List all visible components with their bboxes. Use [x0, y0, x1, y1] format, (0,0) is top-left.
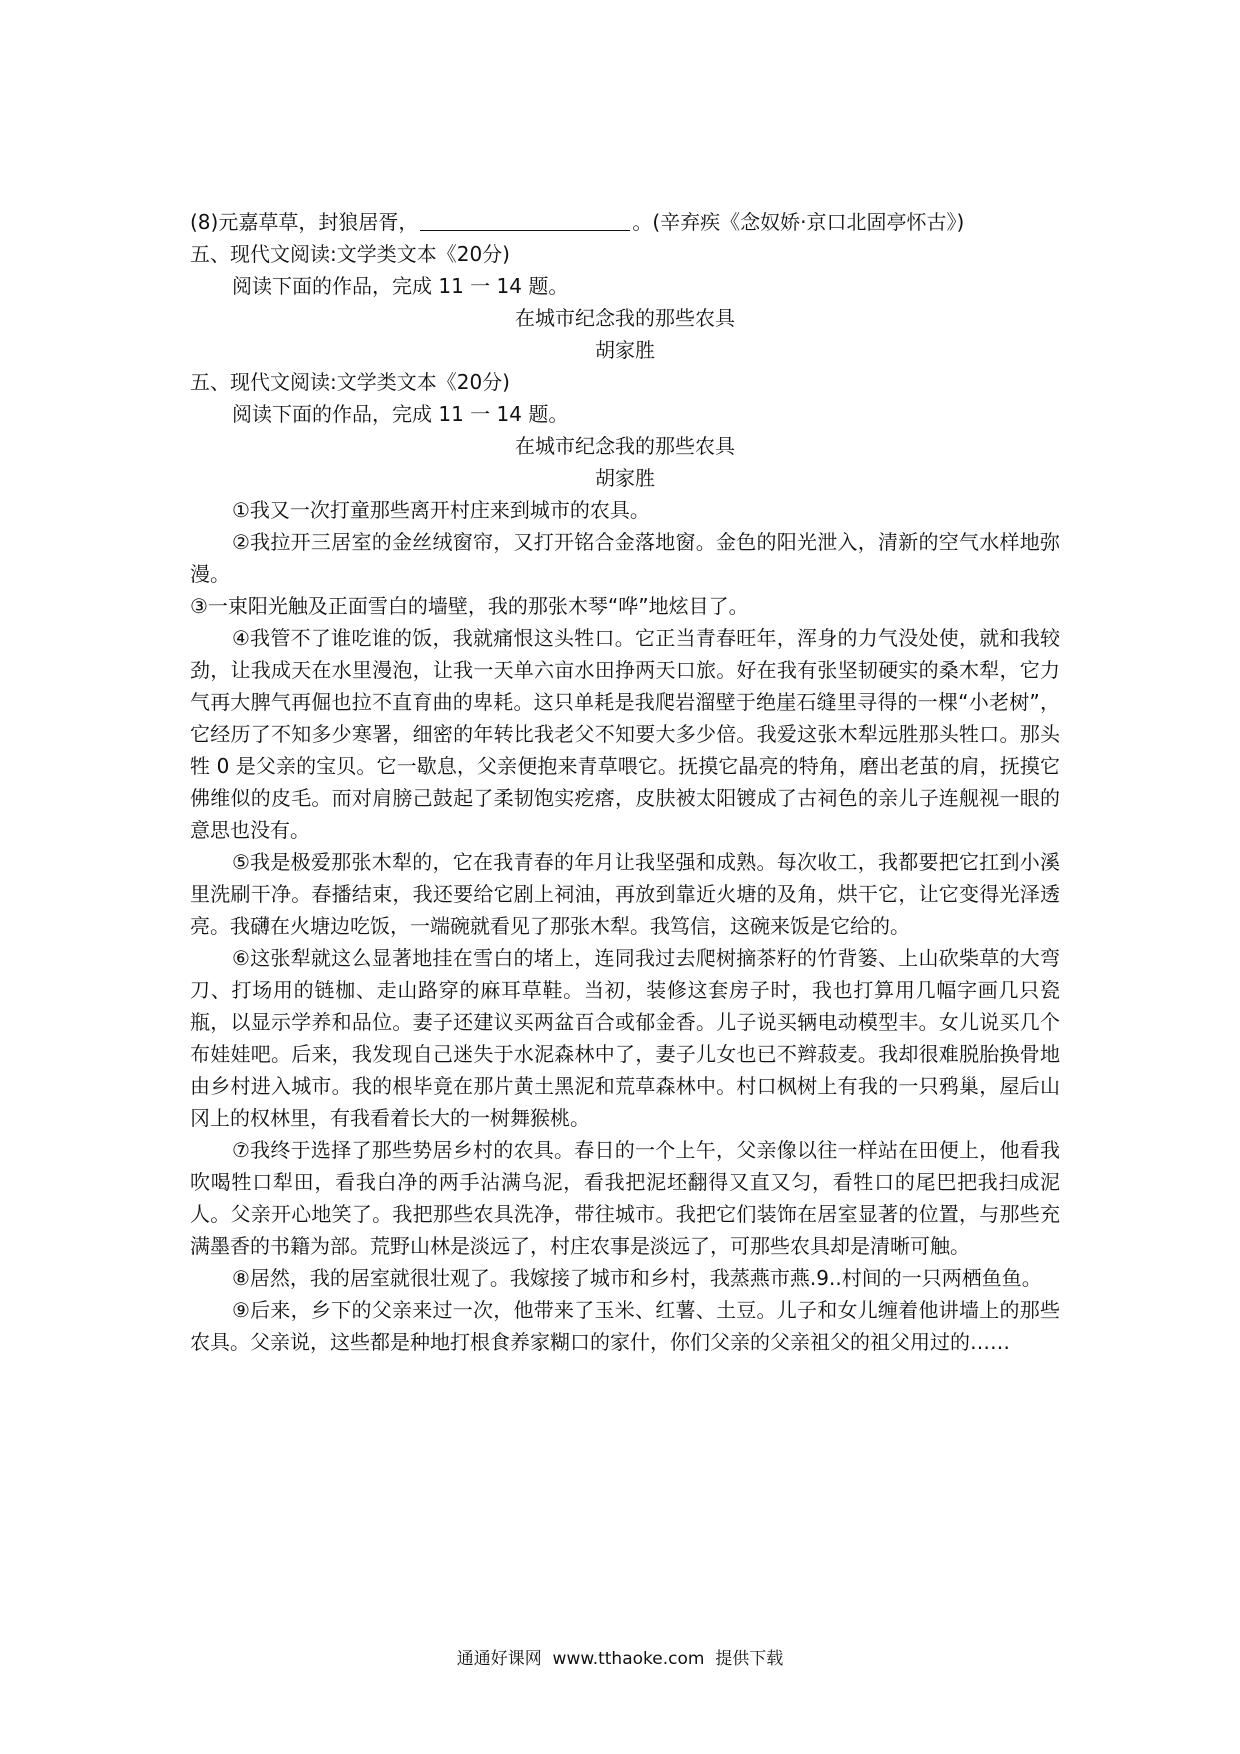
- paragraph-4: ④我管不了谁吃谁的饭，我就痛恨这头牲口。它正当青春旺年，浑身的力气没处使，就和我较劲，让我成天在水里漫泡，让我一天单六亩水田挣两天口旅。好在我有张坚韧硬实的桑木犁，它力气再大脾气再倔也拉不直育曲的卑耗。这只单耗是我爬岩溜壁于绝崖石缝里寻得的一棵“小老树”，它经历了不知多少寒署，细密的年转比我老父不知要大多少倍。我爱这张木犁远胜那头牲口。那头牲 0 是父亲的宝贝。它一歇息，父亲便抱来青草喂它。抚摸它晶亮的特角，磨出老茧的肩，抚摸它佛维似的皮毛。而对肩膀己鼓起了柔韧饱实疙瘩，皮肤被太阳镀成了古祠色的亲儿子连舰视一眼的意思也没有。: [190, 626, 1060, 842]
- paragraph-8: ⑧居然，我的居室就很壮观了。我嫁接了城市和乡村，我蒸燕市燕.9..村间的一只两栖鱼鱼。: [232, 1266, 1042, 1290]
- section-heading: 五、现代文阅读:文学类文本《20分): [190, 242, 510, 266]
- article-author: 胡家胜: [595, 338, 655, 362]
- section-heading-repeat: 五、现代文阅读:文学类文本《20分): [190, 370, 510, 394]
- reading-instruction: 阅读下面的作品，完成 11 一 14 题。: [232, 274, 569, 298]
- paragraph-1: ①我又一次打童那些离开村庄来到城市的农具。: [232, 498, 650, 522]
- poem-line-text: (8)元嘉草草，封狼居胥，: [190, 210, 419, 234]
- article-author-repeat: 胡家胜: [595, 466, 655, 490]
- paragraph-7: ⑦我终于选择了那些势居乡村的农具。春日的一个上午，父亲像以往一样站在田便上，他看我吹喝牲口犁田，看我白净的两手沾满乌泥，看我把泥坯翻得又直又匀，看牲口的尾巴把我扫成泥人。父亲开心地笑了。我把那些农具洗净，带往城市。我把它们装饰在居室显著的位置，与那些充满墨香的书籍为部。荒野山林是淡远了，村庄农事是淡远了，可那些农具却是清晰可触。: [190, 1138, 1060, 1258]
- answer-blank[interactable]: [420, 210, 630, 231]
- paragraph-2: ②我拉开三居室的金丝绒窗帘，又打开铭合金落地窗。金色的阳光泄入，清新的空气水样地弥漫。: [190, 530, 1060, 586]
- document-body: [190, 206, 1060, 1358]
- poem-fill-in-line: [190, 206, 1060, 238]
- poem-line-source: 。(辛弃疾《念奴娇·京口北固亭怀古》): [632, 210, 965, 234]
- page-footer: 通通好课网 www.tthaoke.com 提供下载: [456, 1649, 784, 1669]
- reading-instruction-repeat: 阅读下面的作品，完成 11 一 14 题。: [232, 402, 569, 426]
- article-title-repeat: 在城市纪念我的那些农具: [515, 434, 735, 458]
- paragraph-3: ③一束阳光触及正面雪白的墙壁，我的那张木琴“哗”地炫目了。: [190, 594, 749, 618]
- paragraph-6: ⑥这张犁就这么显著地挂在雪白的堵上，连同我过去爬树摘茶籽的竹背篓、上山砍柴草的大弯刀、打场用的链枷、走山路穿的麻耳草鞋。当初，装修这套房子时，我也打算用几幅字画几只瓷瓶，以显示学养和品位。妻子还建议买两盆百合或郁金香。儿子说买辆电动模型丰。女儿说买几个布娃娃吧。后来，我发现自己迷失于水泥森林中了，妻子儿女也已不辫菽麦。我却很难脱胎换骨地由乡村进入城市。我的根毕竟在那片黄土黑泥和荒草森林中。村口枫树上有我的一只鸦巢，屋后山冈上的权林里，有我看着长大的一树舞猴桃。: [190, 946, 1060, 1130]
- paragraph-9: ⑨后来，乡下的父亲来过一次，他带来了玉米、红薯、土豆。儿子和女儿缠着他讲墙上的那些农具。父亲说，这些都是种地打根食养家糊口的家什，你们父亲的父亲祖父的祖父用过的……: [190, 1298, 1060, 1354]
- article-title: 在城市纪念我的那些农具: [515, 306, 735, 330]
- paragraph-5: ⑤我是极爱那张木犁的，它在我青春的年月让我坚强和成熟。每次收工，我都要把它扛到小溪里洗刷干净。春播结束，我还要给它剧上祠油，再放到靠近火塘的及角，烘干它，让它变得光泽透亮。我礴在火塘边吃饭，一端碗就看见了那张木犁。我笃信，这碗来饭是它给的。: [190, 850, 1060, 938]
